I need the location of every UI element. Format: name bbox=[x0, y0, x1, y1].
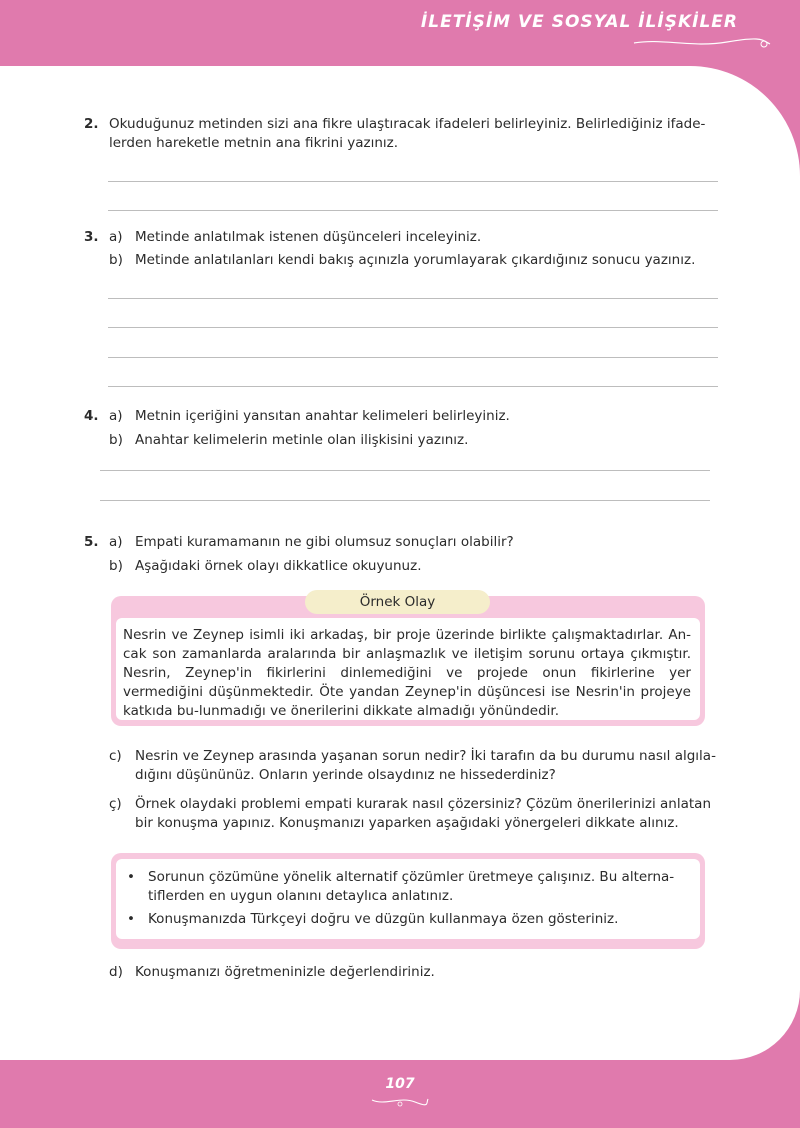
item-label: a) bbox=[109, 534, 123, 550]
item-text: Konuşmanızı öğretmeninizle değerlendiriniz. bbox=[135, 964, 435, 980]
question-3-number: 3. bbox=[84, 229, 99, 245]
question-5c bbox=[109, 747, 719, 785]
guidelines-list bbox=[123, 868, 691, 933]
question-2-text bbox=[109, 115, 719, 153]
answer-line[interactable] bbox=[108, 357, 718, 358]
bullet-icon: • bbox=[127, 869, 135, 885]
item-label: d) bbox=[109, 964, 123, 980]
example-story-text: Nesrin ve Zeynep isimli iki arkadaş, bir proje üzerinde birlikte çalışmaktadırlar. An-cak son zamanlarda aralarında bir anlaşmazlık ve iletişim sorunu ortaya çıkmıştır. Nesrin, Zeynep'in fikirlerini dinlemediğini ve projede onun fikirlerine yer vermediğini düşünmektedir. Öte yandan Zeynep'in düşüncesi ise Nesrin'in projeye katkıda bu-lunmadığı ve önerilerini dikkate almadığı yönündedir. bbox=[123, 627, 691, 719]
answer-line[interactable] bbox=[108, 210, 718, 211]
item-text: Metinde anlatılmak istenen düşünceleri inceleyiniz. bbox=[135, 229, 482, 245]
question-5-number: 5. bbox=[84, 534, 99, 550]
question-4-number: 4. bbox=[84, 408, 99, 424]
item-text-line-1: Nesrin ve Zeynep arasında yaşanan sorun nedir? İki tarafın da bu durumu nasıl algıla- bbox=[135, 748, 716, 764]
answer-line[interactable] bbox=[108, 298, 718, 299]
question-5d bbox=[109, 963, 435, 982]
question-4a bbox=[109, 407, 510, 426]
question-4b bbox=[109, 431, 468, 450]
item-label: b) bbox=[109, 252, 123, 268]
question-3b bbox=[109, 251, 695, 270]
item-label: c) bbox=[109, 748, 122, 764]
item-text: Metinde anlatılanları kendi bakış açınızla yorumlayarak çıkardığınız sonucu yazınız. bbox=[135, 252, 696, 268]
list-item-line-1: Sorunun çözümüne yönelik alternatif çözümler üretmeye çalışınız. Bu alterna- bbox=[148, 869, 675, 885]
item-text-line-2: dığını düşününüz. Onların yerinde olsaydınız ne hissederdiniz? bbox=[135, 767, 556, 783]
question-2-number: 2. bbox=[84, 116, 99, 132]
item-text-line-2: bir konuşma yapınız. Konuşmanızı yaparken aşağıdaki yönergeleri dikkate alınız. bbox=[135, 815, 679, 831]
unit-title: İLETİŞİM VE SOSYAL İLİŞKİLER bbox=[420, 12, 738, 32]
question-5b bbox=[109, 557, 421, 576]
question-5cc bbox=[109, 795, 719, 833]
list-item bbox=[123, 868, 691, 906]
page-number: 107 bbox=[385, 1076, 415, 1092]
question-3a bbox=[109, 228, 481, 247]
bullet-icon: • bbox=[127, 911, 135, 927]
list-item bbox=[123, 910, 691, 929]
item-label: b) bbox=[109, 558, 123, 574]
item-label: b) bbox=[109, 432, 123, 448]
list-item-line-2: tiflerden en uygun olanını detaylıca anlatınız. bbox=[148, 888, 454, 904]
answer-line[interactable] bbox=[100, 470, 710, 471]
question-5a bbox=[109, 533, 514, 552]
example-title-tag: Örnek Olay bbox=[305, 590, 490, 614]
item-label: ç) bbox=[109, 796, 122, 812]
item-label: a) bbox=[109, 408, 123, 424]
answer-line[interactable] bbox=[108, 327, 718, 328]
list-item-line-1: Konuşmanızda Türkçeyi doğru ve düzgün kullanmaya özen gösteriniz. bbox=[148, 911, 619, 927]
title-swash-decoration bbox=[632, 36, 772, 50]
item-text: Empati kuramamanın ne gibi olumsuz sonuçları olabilir? bbox=[135, 534, 514, 550]
question-2-line-1: Okuduğunuz metinden sizi ana fikre ulaştıracak ifadeleri belirleyiniz. Belirlediğiniz ifade- bbox=[109, 116, 706, 132]
answer-line[interactable] bbox=[100, 500, 710, 501]
answer-line[interactable] bbox=[108, 181, 718, 182]
answer-line[interactable] bbox=[108, 386, 718, 387]
item-text: Metnin içeriğini yansıtan anahtar kelimeleri belirleyiniz. bbox=[135, 408, 510, 424]
question-2-line-2: lerden hareketle metnin ana fikrini yazınız. bbox=[109, 135, 399, 151]
item-text: Anahtar kelimelerin metinle olan ilişkisini yazınız. bbox=[135, 432, 469, 448]
item-text: Aşağıdaki örnek olayı dikkatlice okuyunuz. bbox=[135, 558, 422, 574]
page-number-swash-decoration bbox=[370, 1094, 430, 1108]
item-text-line-1: Örnek olaydaki problemi empati kurarak nasıl çözersiniz? Çözüm önerilerinizi anlatan bbox=[135, 796, 712, 812]
item-label: a) bbox=[109, 229, 123, 245]
